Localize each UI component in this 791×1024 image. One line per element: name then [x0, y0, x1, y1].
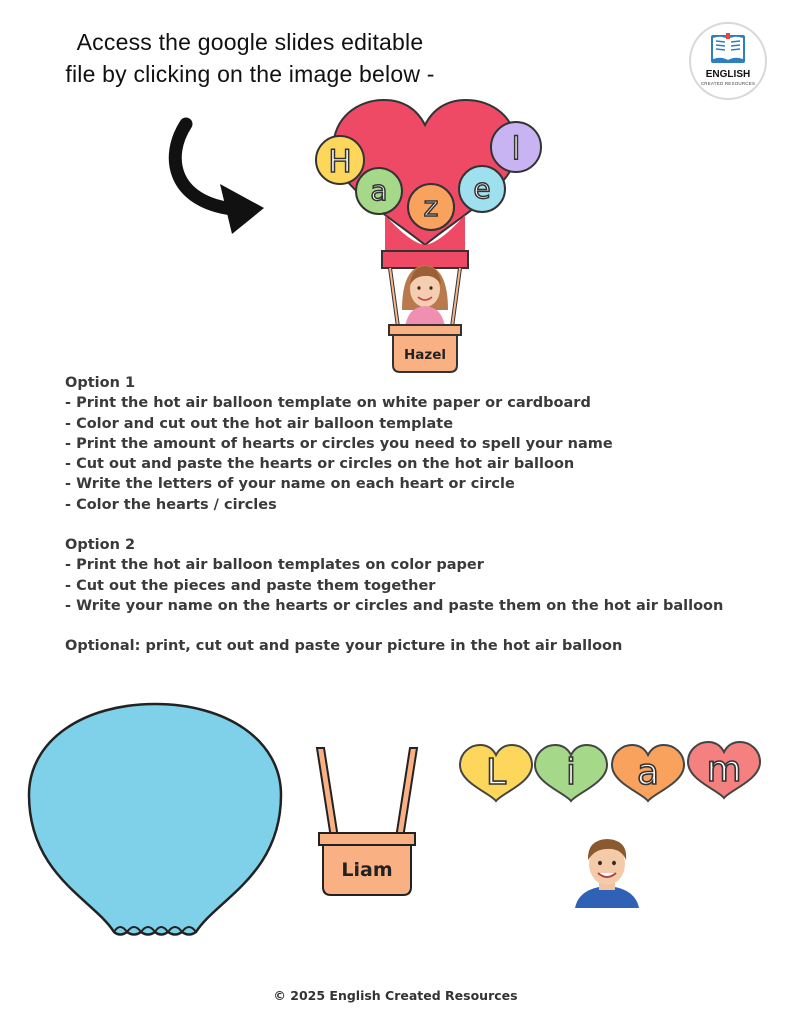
option-1-title: Option 1	[65, 375, 136, 391]
heart-letter-3	[612, 745, 684, 801]
heart-letter-2-text: i	[565, 752, 577, 793]
heart-letter-4-text: m	[706, 749, 742, 790]
letter-circle-3	[408, 184, 454, 230]
logo-title: ENGLISH	[705, 69, 751, 80]
logo-subtitle: CREATED RESOURCES	[700, 81, 756, 86]
option-1-step: - Cut out and paste the hearts or circles on the hot air balloon	[65, 456, 575, 473]
heart-letter-1	[460, 745, 532, 801]
letter-circle-3-text: z	[423, 190, 439, 223]
letter-circle-5	[491, 122, 541, 172]
letter-circle-1	[316, 136, 364, 184]
balloon-template-piece	[24, 700, 286, 942]
child-photo-girl	[402, 265, 448, 327]
option-1-step: - Print the amount of hearts or circles you need to spell your name	[65, 435, 613, 452]
option-1-step: - Write the letters of your name on each heart or circle	[65, 476, 515, 493]
section-spacer	[65, 515, 775, 535]
optional-note: Optional: print, cut out and paste your picture in the hot air balloon	[65, 638, 623, 655]
option-2-step: - Print the hot air balloon templates on color paper	[65, 557, 484, 574]
letter-circle-2	[356, 168, 402, 214]
sample-balloon-image[interactable]	[300, 95, 550, 380]
option-2-title: Option 2	[65, 537, 136, 554]
english-created-resources-logo	[689, 22, 767, 100]
template-basket-label: Liam	[341, 859, 393, 881]
intro-line-1: Access the google slides editable	[76, 29, 424, 55]
option-1-step: - Color the hearts / circles	[65, 496, 277, 513]
letter-circle-2-text: a	[370, 174, 388, 207]
section-spacer	[65, 616, 775, 636]
intro-text	[30, 26, 470, 90]
heart-letter-2	[535, 745, 607, 801]
instructions	[65, 373, 775, 657]
heart-letter-3-text: a	[636, 752, 660, 793]
heart-letter-4	[688, 742, 760, 798]
letter-circle-4-text: e	[473, 172, 491, 205]
curved-arrow-icon	[160, 116, 270, 241]
book-icon	[689, 22, 767, 100]
heart-letters	[456, 736, 766, 808]
option-1-step: - Print the hot air balloon template on white paper or cardboard	[65, 395, 591, 412]
option-1-step: - Color and cut out the hot air balloon template	[65, 415, 454, 432]
letter-circle-1-text: H	[328, 144, 352, 180]
option-2-step: - Cut out the pieces and paste them together	[65, 577, 436, 594]
sample-basket-label: Hazel	[403, 347, 447, 363]
basket-template-piece	[312, 745, 422, 900]
heart-letter-1-text: L	[485, 752, 507, 793]
letter-circle-4	[459, 166, 505, 212]
intro-line-2: file by clicking on the image below -	[65, 61, 435, 87]
option-2-step: - Write your name on the hearts or circles and paste them on the hot air balloon	[65, 597, 724, 614]
letter-circle-5-text: l	[511, 131, 521, 167]
footer-copyright: © 2025 English Created Resources	[273, 988, 518, 1003]
child-photo-boy	[573, 832, 641, 908]
